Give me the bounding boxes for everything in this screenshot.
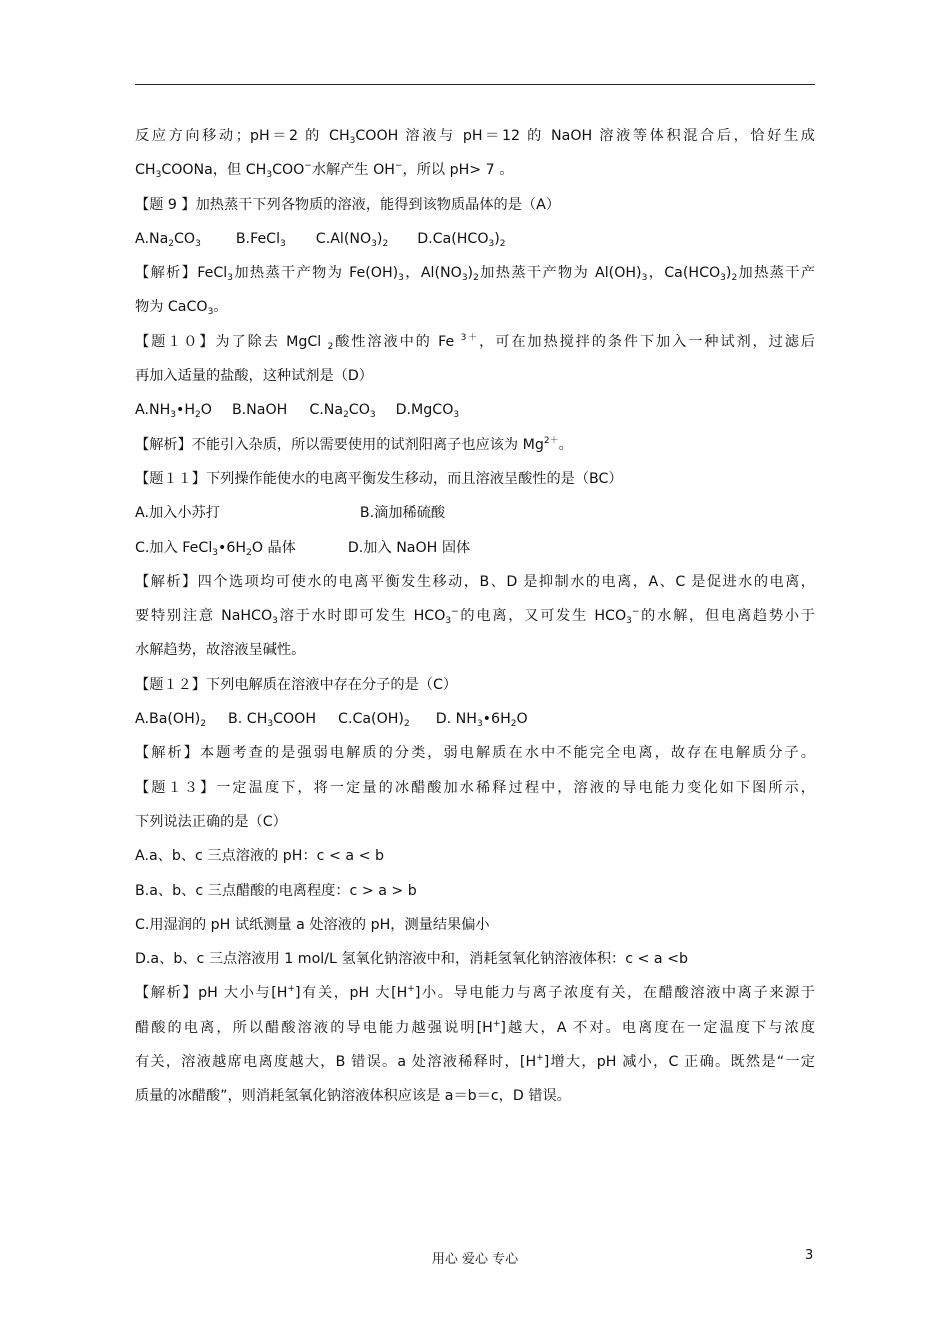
question-11: 【题１１】下列操作能使水的电离平衡发生移动，而且溶液呈酸性的是（BC） [135,470,623,487]
question-11-options-cd: C.加入 $FeCl_3•6H_2O$ 晶体 D.加入 NaOH 固体 [135,539,471,558]
header-rule [135,84,815,85]
answer-11-line-3: 水解趋势，故溶液呈碱性。 [135,642,306,659]
question-11-options-ab: A.加入小苏打 B.滴加稀硫酸 [135,505,446,522]
line-2: $CH_3COONa$，但 $CH_3COO^-$水解产生 OH−，所以 pH> 7 。 [135,161,514,181]
answer-13-line-1: 【解析】pH 大小与[H+]有关，pH 大[H+]小。导电能力与离子浓度有关，在醋酸溶液中离子来源于 [135,984,815,1002]
question-13-option-b: B.a、b、c 三点醋酸的电离程度：c > a > b [135,882,417,899]
question-12: 【题１２】下列电解质在溶液中存在分子的是（C） [135,676,458,693]
answer-10: 【解析】不能引入杂质，所以需要使用的试剂阳离子也应该为 $Mg^{2+}$。 [135,435,573,453]
question-13-line-1: 【题１３】一定温度下，将一定量的冰醋酸加水稀释过程中，溶液的导电能力变化如下图所示， [135,779,815,796]
line-1: 反应方向移动；pH＝2 的 $CH_3COOH$ 溶液与 pH＝12 的 NaOH 溶液等体积混合后，恰好生成 [135,128,815,146]
answer-9-line-2: 物为 CaCO$_3$。 [135,299,228,318]
question-13-line-2: 下列说法正确的是（C） [135,813,287,830]
answer-11-line-2: 要特别注意 NaHCO$_3$溶于水时即可发生 $HCO_3^-$的电离，又可发生 $HCO_3^-$的水解，但电离趋势小于 [135,607,815,627]
footer-motto: 用心 爱心 专心 [431,1252,519,1267]
question-12-options: $A.Ba(OH)_2$ B. $CH_3COOH$ $C.Ca(OH)_2$ D. $NH_3•6H_2O$ [135,711,528,730]
question-13-option-d: D.a、b、c 三点溶液用 1 mol/L 氢氧化钠溶液中和，消耗氢氧化钠溶液体积：c < a <b [135,951,688,968]
question-10-options: $A.NH_3•H_2O$ B.NaOH $C.Na_2CO_3$ D.MgCO$_3$ [135,402,460,421]
answer-12: 【解析】本题考查的是强弱电解质的分类，弱电解质在水中不能完全电离，故存在电解质分子。 [135,745,815,762]
question-13-option-c: C.用湿润的 pH 试纸测量 a 处溶液的 pH，测量结果偏小 [135,916,490,933]
page-number: 3 [805,1248,814,1263]
answer-13-line-3: 有关，溶液越席电离度越大，B 错误。a 处溶液稀释时，[H+]增大，pH 减小，C 正确。既然是“一定 [135,1053,815,1071]
document-body [135,119,815,1114]
question-9-options: $A.Na_2CO_3$ B.FeCl$_3$ $C.Al(NO_3)_2$ $D.Ca(HCO_3)_2$ [135,230,506,249]
answer-9-line-1: 【解析】FeCl$_3$加热蒸干产物为 $Fe(OH)_3$，$Al(NO_3)_2$加热蒸干产物为 $Al(OH)_3$，$Ca(HCO_3)_2$加热蒸干产 [135,265,815,284]
question-9: 【题 9 】加热蒸干下列各物质的溶液，能得到该物质晶体的是（A） [135,196,561,213]
answer-13-line-2: 醋酸的电离，所以醋酸溶液的导电能力越强说明[H+]越大，A 不对。电离度在一定温度下与浓度 [135,1018,815,1036]
answer-11-line-1: 【解析】四个选项均可使水的电离平衡发生移动，B、D 是抑制水的电离，A、C 是促进水的电离， [135,573,815,590]
answer-13-line-4: 质量的冰醋酸”，则消耗氢氧化钠溶液体积应该是 a＝b＝c，D 错误。 [135,1088,571,1105]
question-10-line-2: 再加入适量的盐酸，这种试剂是（D） [135,368,373,385]
question-10-line-1: 【题１０】为了除去 MgCl $_2$酸性溶液中的 Fe $^{3+}$，可在加热搅拌的条件下加入一种试剂，过滤后 [135,332,815,352]
question-13-option-a: A.a、b、c 三点溶液的 pH：c < a < b [135,848,384,865]
